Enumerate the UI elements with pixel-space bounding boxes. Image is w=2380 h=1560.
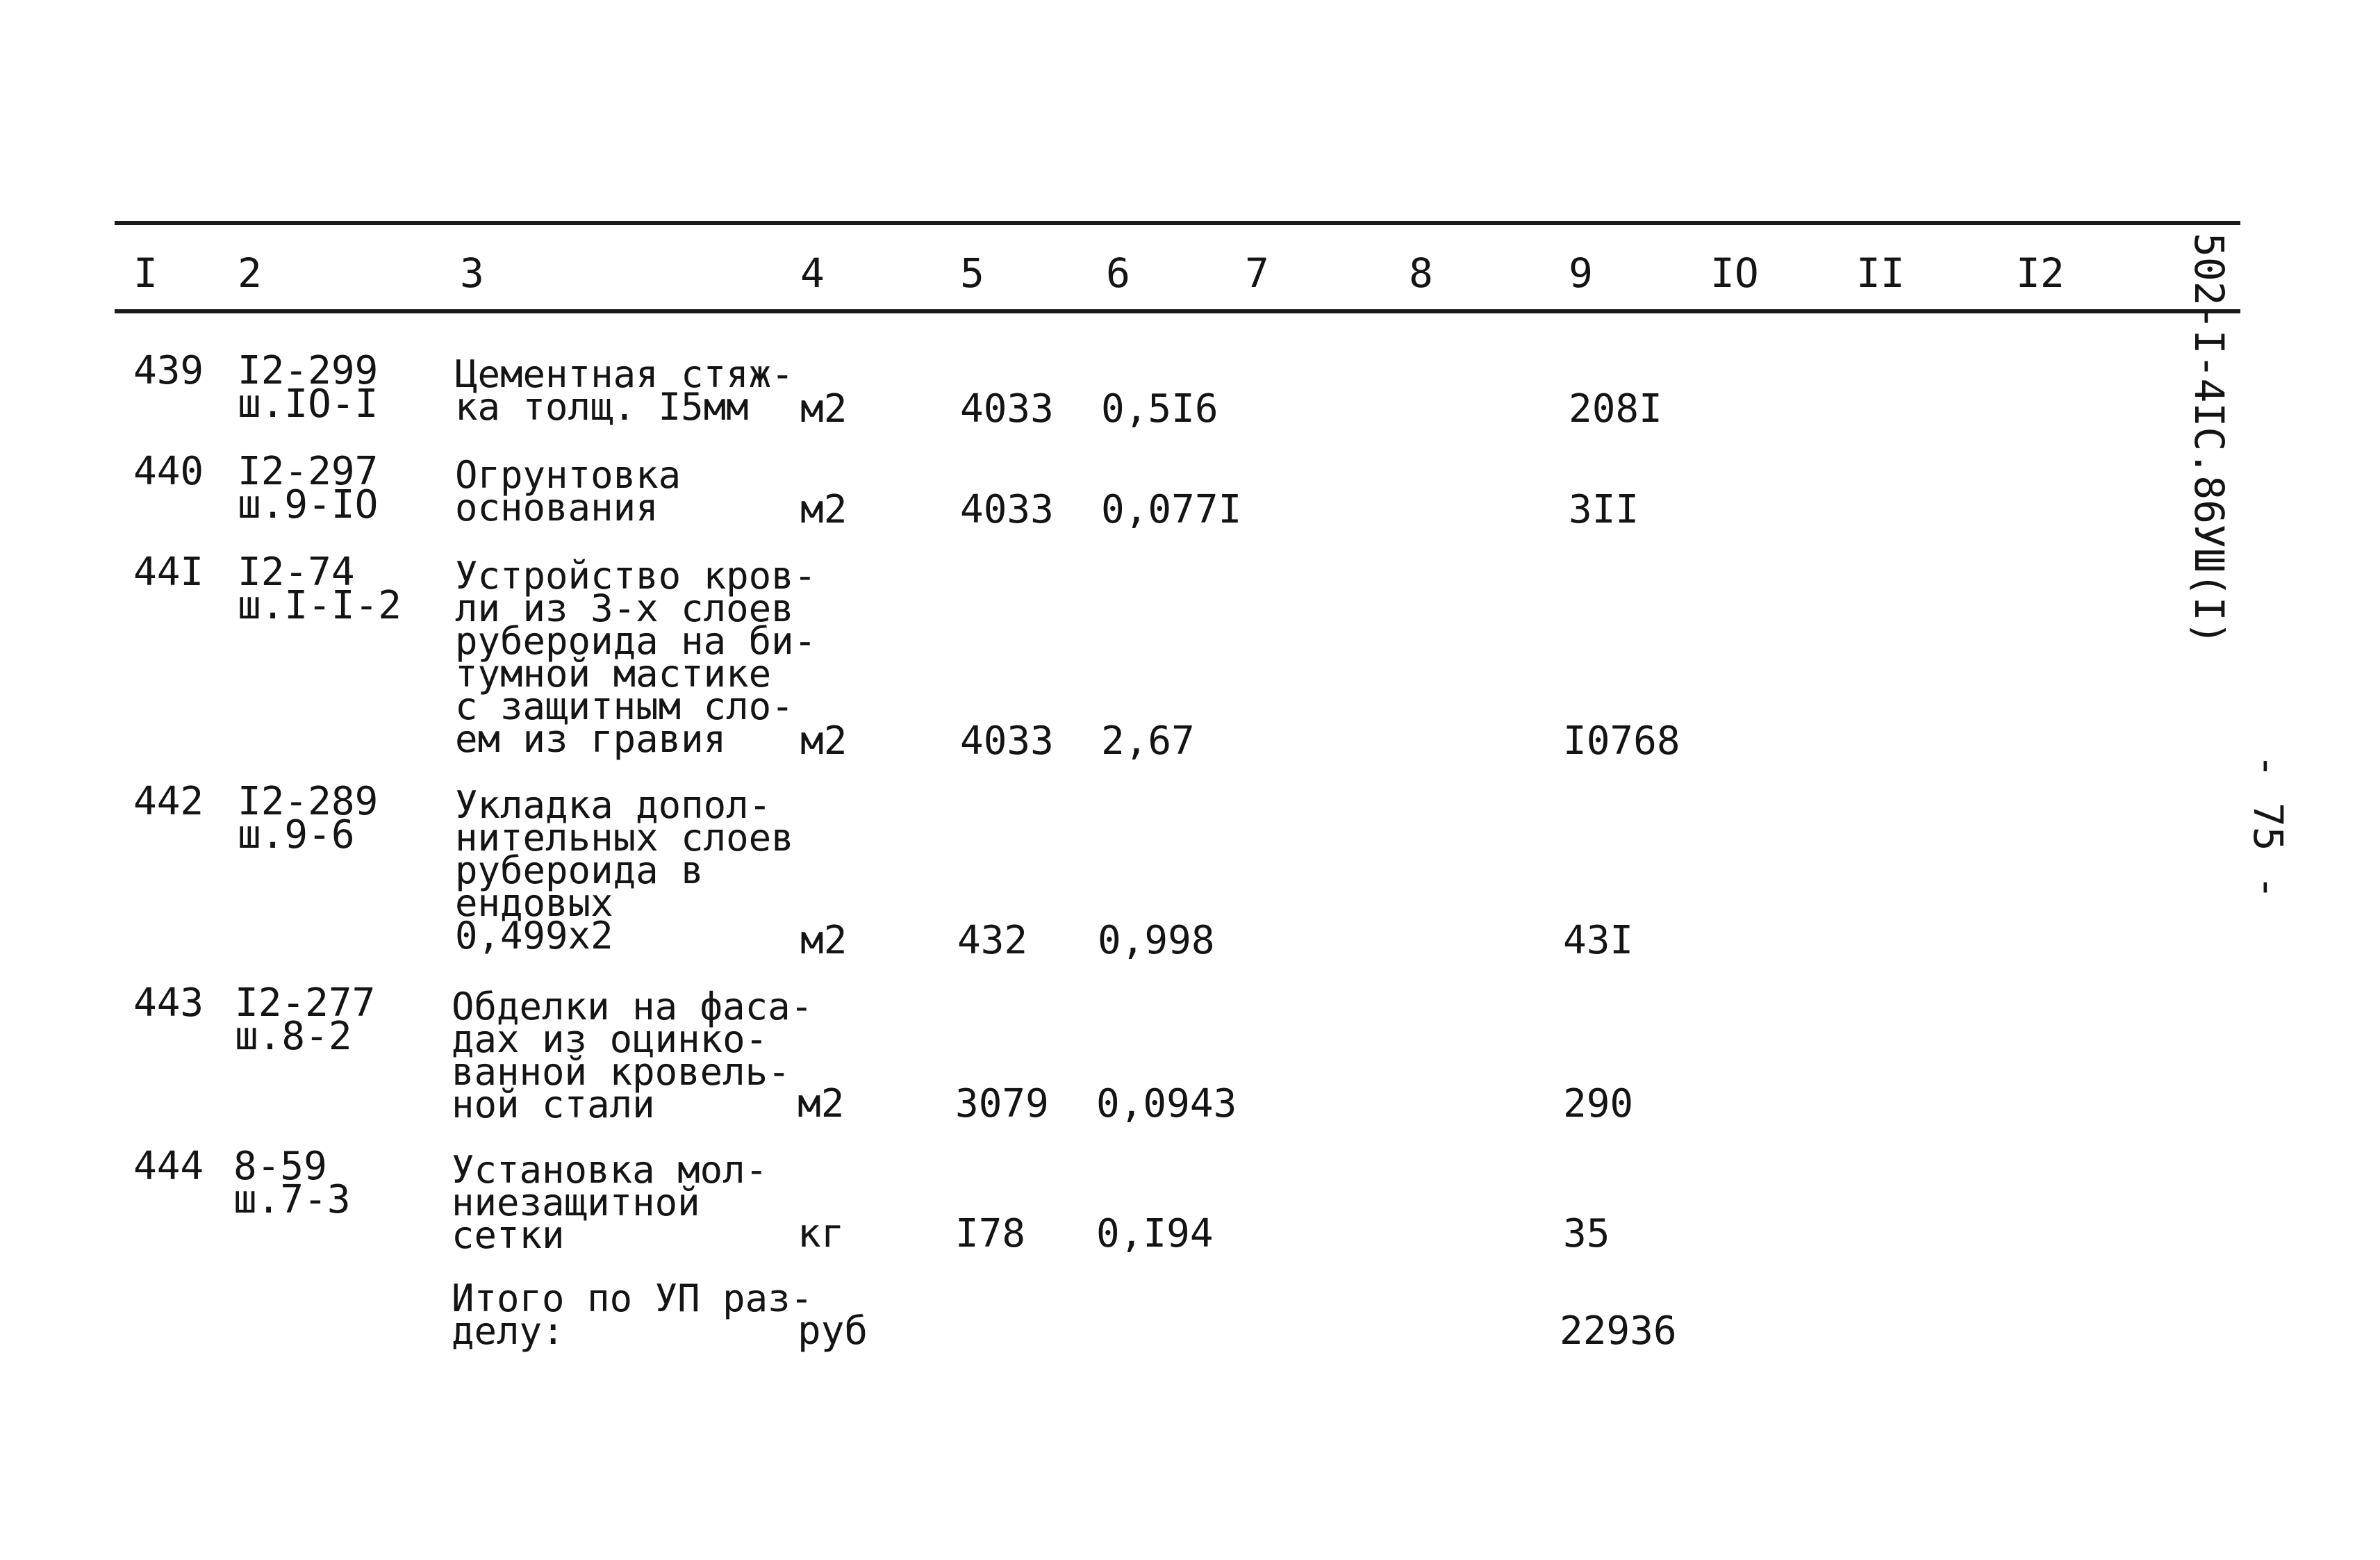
header-col-11: II <box>1856 249 1905 297</box>
header-col-12: I2 <box>2016 249 2065 297</box>
row-443-quantity: 3079 <box>955 1081 1049 1126</box>
row-442-total: 43I <box>1563 918 1634 963</box>
page-number-vertical: - 75 - <box>2245 754 2292 900</box>
row-444-total: 35 <box>1563 1211 1610 1256</box>
row-444-quantity: I78 <box>955 1211 1026 1256</box>
row-443-number: 443 <box>133 980 204 1026</box>
row-440-total: 3II <box>1569 487 1639 532</box>
row-439-code: I2-299 ш.IO-I <box>238 348 379 427</box>
row-444-description: Установка мол- ниезащитной сетки <box>452 1148 768 1257</box>
header-bottom-rule <box>115 309 2240 313</box>
row-442-number: 442 <box>133 779 204 824</box>
row-444-rate: 0,I94 <box>1096 1211 1214 1256</box>
row-441-total: I0768 <box>1563 719 1680 764</box>
document-code-vertical: 502-I-4IC.86УШ(I) <box>2185 233 2233 646</box>
row-441-description: Устройство кров- ли из 3-х слоев рубероида на би- тумной мастике с защитным сло- ем из гравия <box>455 554 817 761</box>
row-440-description: Огрунтовка основания <box>455 453 681 529</box>
header-col-1: I <box>133 249 158 297</box>
row-443-unit: м2 <box>798 1081 845 1126</box>
row-439-unit: м2 <box>800 386 848 432</box>
header-col-2: 2 <box>238 249 262 297</box>
row-442-code: I2-289 ш.9-6 <box>238 779 379 857</box>
header-col-10: IO <box>1710 249 1759 297</box>
row-443-rate: 0,0943 <box>1096 1081 1237 1126</box>
row-440-code: I2-297 ш.9-IO <box>238 449 379 527</box>
row-442-unit: м2 <box>800 918 848 963</box>
row-440-number: 440 <box>133 449 204 494</box>
row-439-rate: 0,5I6 <box>1101 386 1218 432</box>
header-col-3: 3 <box>460 249 484 297</box>
header-col-5: 5 <box>960 249 984 297</box>
row-439-number: 439 <box>133 348 204 393</box>
row-439-total: 208I <box>1569 386 1662 432</box>
section-total-value: 22936 <box>1560 1308 1677 1354</box>
header-col-6: 6 <box>1106 249 1130 297</box>
row-439-description: Цементная стяж- ка толщ. I5мм <box>455 352 794 429</box>
section-total-label: Итого по УП раз- делу: <box>452 1276 813 1353</box>
row-441-code: I2-74 ш.I-I-2 <box>238 550 402 628</box>
row-443-code: I2-277 ш.8-2 <box>235 980 376 1059</box>
header-top-rule <box>115 221 2240 225</box>
row-442-rate: 0,998 <box>1098 918 1215 963</box>
row-442-description: Укладка допол- нительных слоев рубероида в ендовых 0,499х2 <box>455 783 794 958</box>
section-total-unit: руб <box>798 1308 868 1354</box>
row-444-unit: кг <box>798 1211 845 1256</box>
header-col-8: 8 <box>1409 249 1433 297</box>
row-444-number: 444 <box>133 1144 204 1189</box>
header-col-9: 9 <box>1569 249 1593 297</box>
row-442-quantity: 432 <box>957 918 1028 963</box>
row-443-description: Обделки на фаса- дах из оцинко- ванной кровель- ной стали <box>452 985 813 1126</box>
row-444-code: 8-59 ш.7-3 <box>233 1144 351 1222</box>
row-440-unit: м2 <box>800 487 848 532</box>
header-col-4: 4 <box>800 249 825 297</box>
row-440-quantity: 4033 <box>960 487 1054 532</box>
row-441-unit: м2 <box>800 719 848 764</box>
header-col-7: 7 <box>1245 249 1269 297</box>
row-441-number: 44I <box>133 550 204 595</box>
row-441-quantity: 4033 <box>960 719 1054 764</box>
row-443-total: 290 <box>1563 1081 1634 1126</box>
row-440-rate: 0,077I <box>1101 487 1242 532</box>
row-441-rate: 2,67 <box>1101 719 1195 764</box>
row-439-quantity: 4033 <box>960 386 1054 432</box>
